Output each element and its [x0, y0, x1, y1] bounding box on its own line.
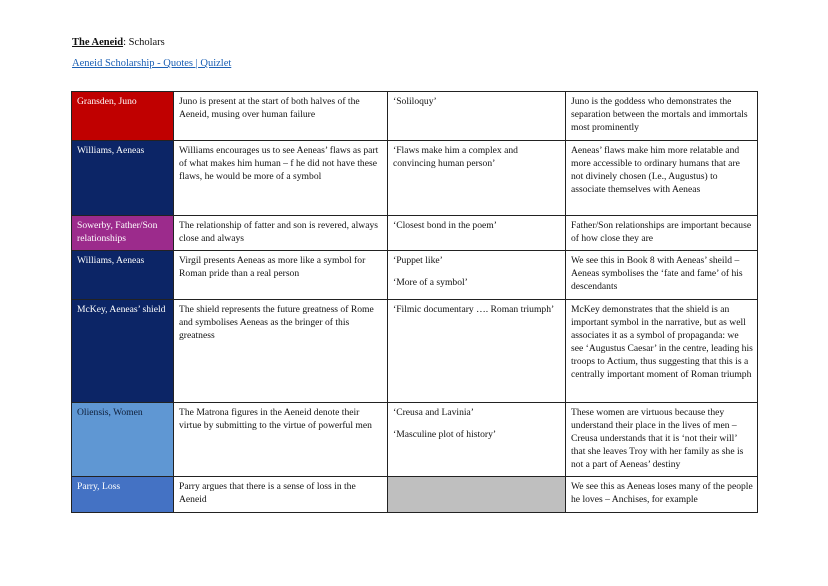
- argument-cell: Virgil presents Aeneas as more like a symbol for Roman pride than a real person: [174, 251, 388, 300]
- analysis-cell: Aeneas’ flaws make him more relatable and more accessible to ordinary humans that are not divinely chosen (I.e., Augustus) to associate themselves with Aeneas: [566, 141, 758, 216]
- quizlet-link[interactable]: Aeneid Scholarship - Quotes | Quizlet: [72, 58, 232, 69]
- table-row: [72, 300, 758, 403]
- scholar-cell: Oliensis, Women: [72, 403, 174, 477]
- quote-cell: [388, 251, 566, 300]
- argument-cell: The relationship of fatter and son is revered, always close and always: [174, 216, 388, 251]
- quote-text: ‘Creusa and Lavinia’: [393, 407, 474, 418]
- scholar-cell: Williams, Aeneas: [72, 251, 174, 300]
- argument-cell: The Matrona figures in the Aeneid denote their virtue by submitting to the virtue of powerful men: [174, 403, 388, 477]
- quote-cell: [388, 92, 566, 141]
- empty-quote-cell: [388, 477, 566, 513]
- argument-cell: Parry argues that there is a sense of loss in the Aeneid: [174, 477, 388, 513]
- quote-cell: [388, 141, 566, 216]
- quote-cell: [388, 216, 566, 251]
- quote-text: ‘Puppet like’: [393, 255, 443, 266]
- analysis-cell: We see this in Book 8 with Aeneas’ sheild – Aeneas symbolises the ‘fate and fame’ of his descendants: [566, 251, 758, 300]
- quote-text: ‘More of a symbol’: [393, 277, 468, 288]
- quote-text: ‘Closest bond in the poem’: [393, 220, 497, 231]
- heading-suffix: : Scholars: [123, 37, 165, 48]
- scholar-cell: Gransden, Juno: [72, 92, 174, 141]
- quote-text: ‘Soliloquy’: [393, 96, 437, 107]
- analysis-cell: We see this as Aeneas loses many of the people he loves – Anchises, for example: [566, 477, 758, 513]
- table-row: [72, 477, 758, 513]
- scholars-table: [71, 91, 758, 513]
- quote-cell: [388, 403, 566, 477]
- analysis-cell: These women are virtuous because they understand their place in the lives of men – Creusa understands that it is ‘not their will’ that she leaves Troy with her family as she is not a part of Aeneas’ destiny: [566, 403, 758, 477]
- argument-cell: Williams encourages us to see Aeneas’ flaws as part of what makes him human – f he did not have these flaws, he would be more of a symbol: [174, 141, 388, 216]
- quote-text: ‘Masculine plot of history’: [393, 429, 497, 440]
- quote-text: ‘Filmic documentary …. Roman triumph’: [393, 304, 555, 315]
- scholar-cell: Parry, Loss: [72, 477, 174, 513]
- scholar-cell: Sowerby, Father/Son relationships: [72, 216, 174, 251]
- table-row: [72, 403, 758, 477]
- argument-cell: Juno is present at the start of both halves of the Aeneid, musing over human failure: [174, 92, 388, 141]
- table-row: [72, 141, 758, 216]
- work-title: The Aeneid: [72, 37, 124, 48]
- table-row: [72, 92, 758, 141]
- quote-cell: [388, 300, 566, 403]
- argument-cell: The shield represents the future greatness of Rome and symbolises Aeneas as the bringer of this greatness: [174, 300, 388, 403]
- analysis-cell: McKey demonstrates that the shield is an important symbol in the narrative, but as well associates it as a symbol of propaganda: we see ‘Augustus Caesar’ in the centre, leading his troops to Actium, thus suggesting that this is a centrally important moment of Roman triumph: [566, 300, 758, 403]
- analysis-cell: Father/Son relationships are important because of how close they are: [566, 216, 758, 251]
- quote-text: ‘Flaws make him a complex and convincing human person’: [393, 145, 518, 169]
- scholar-cell: Williams, Aeneas: [72, 141, 174, 216]
- analysis-cell: Juno is the goddess who demonstrates the separation between the mortals and immortals most prominently: [566, 92, 758, 141]
- table-row: [72, 251, 758, 300]
- scholar-cell: McKey, Aeneas’ shield: [72, 300, 174, 403]
- table-row: [72, 216, 758, 251]
- document-heading: [72, 37, 165, 48]
